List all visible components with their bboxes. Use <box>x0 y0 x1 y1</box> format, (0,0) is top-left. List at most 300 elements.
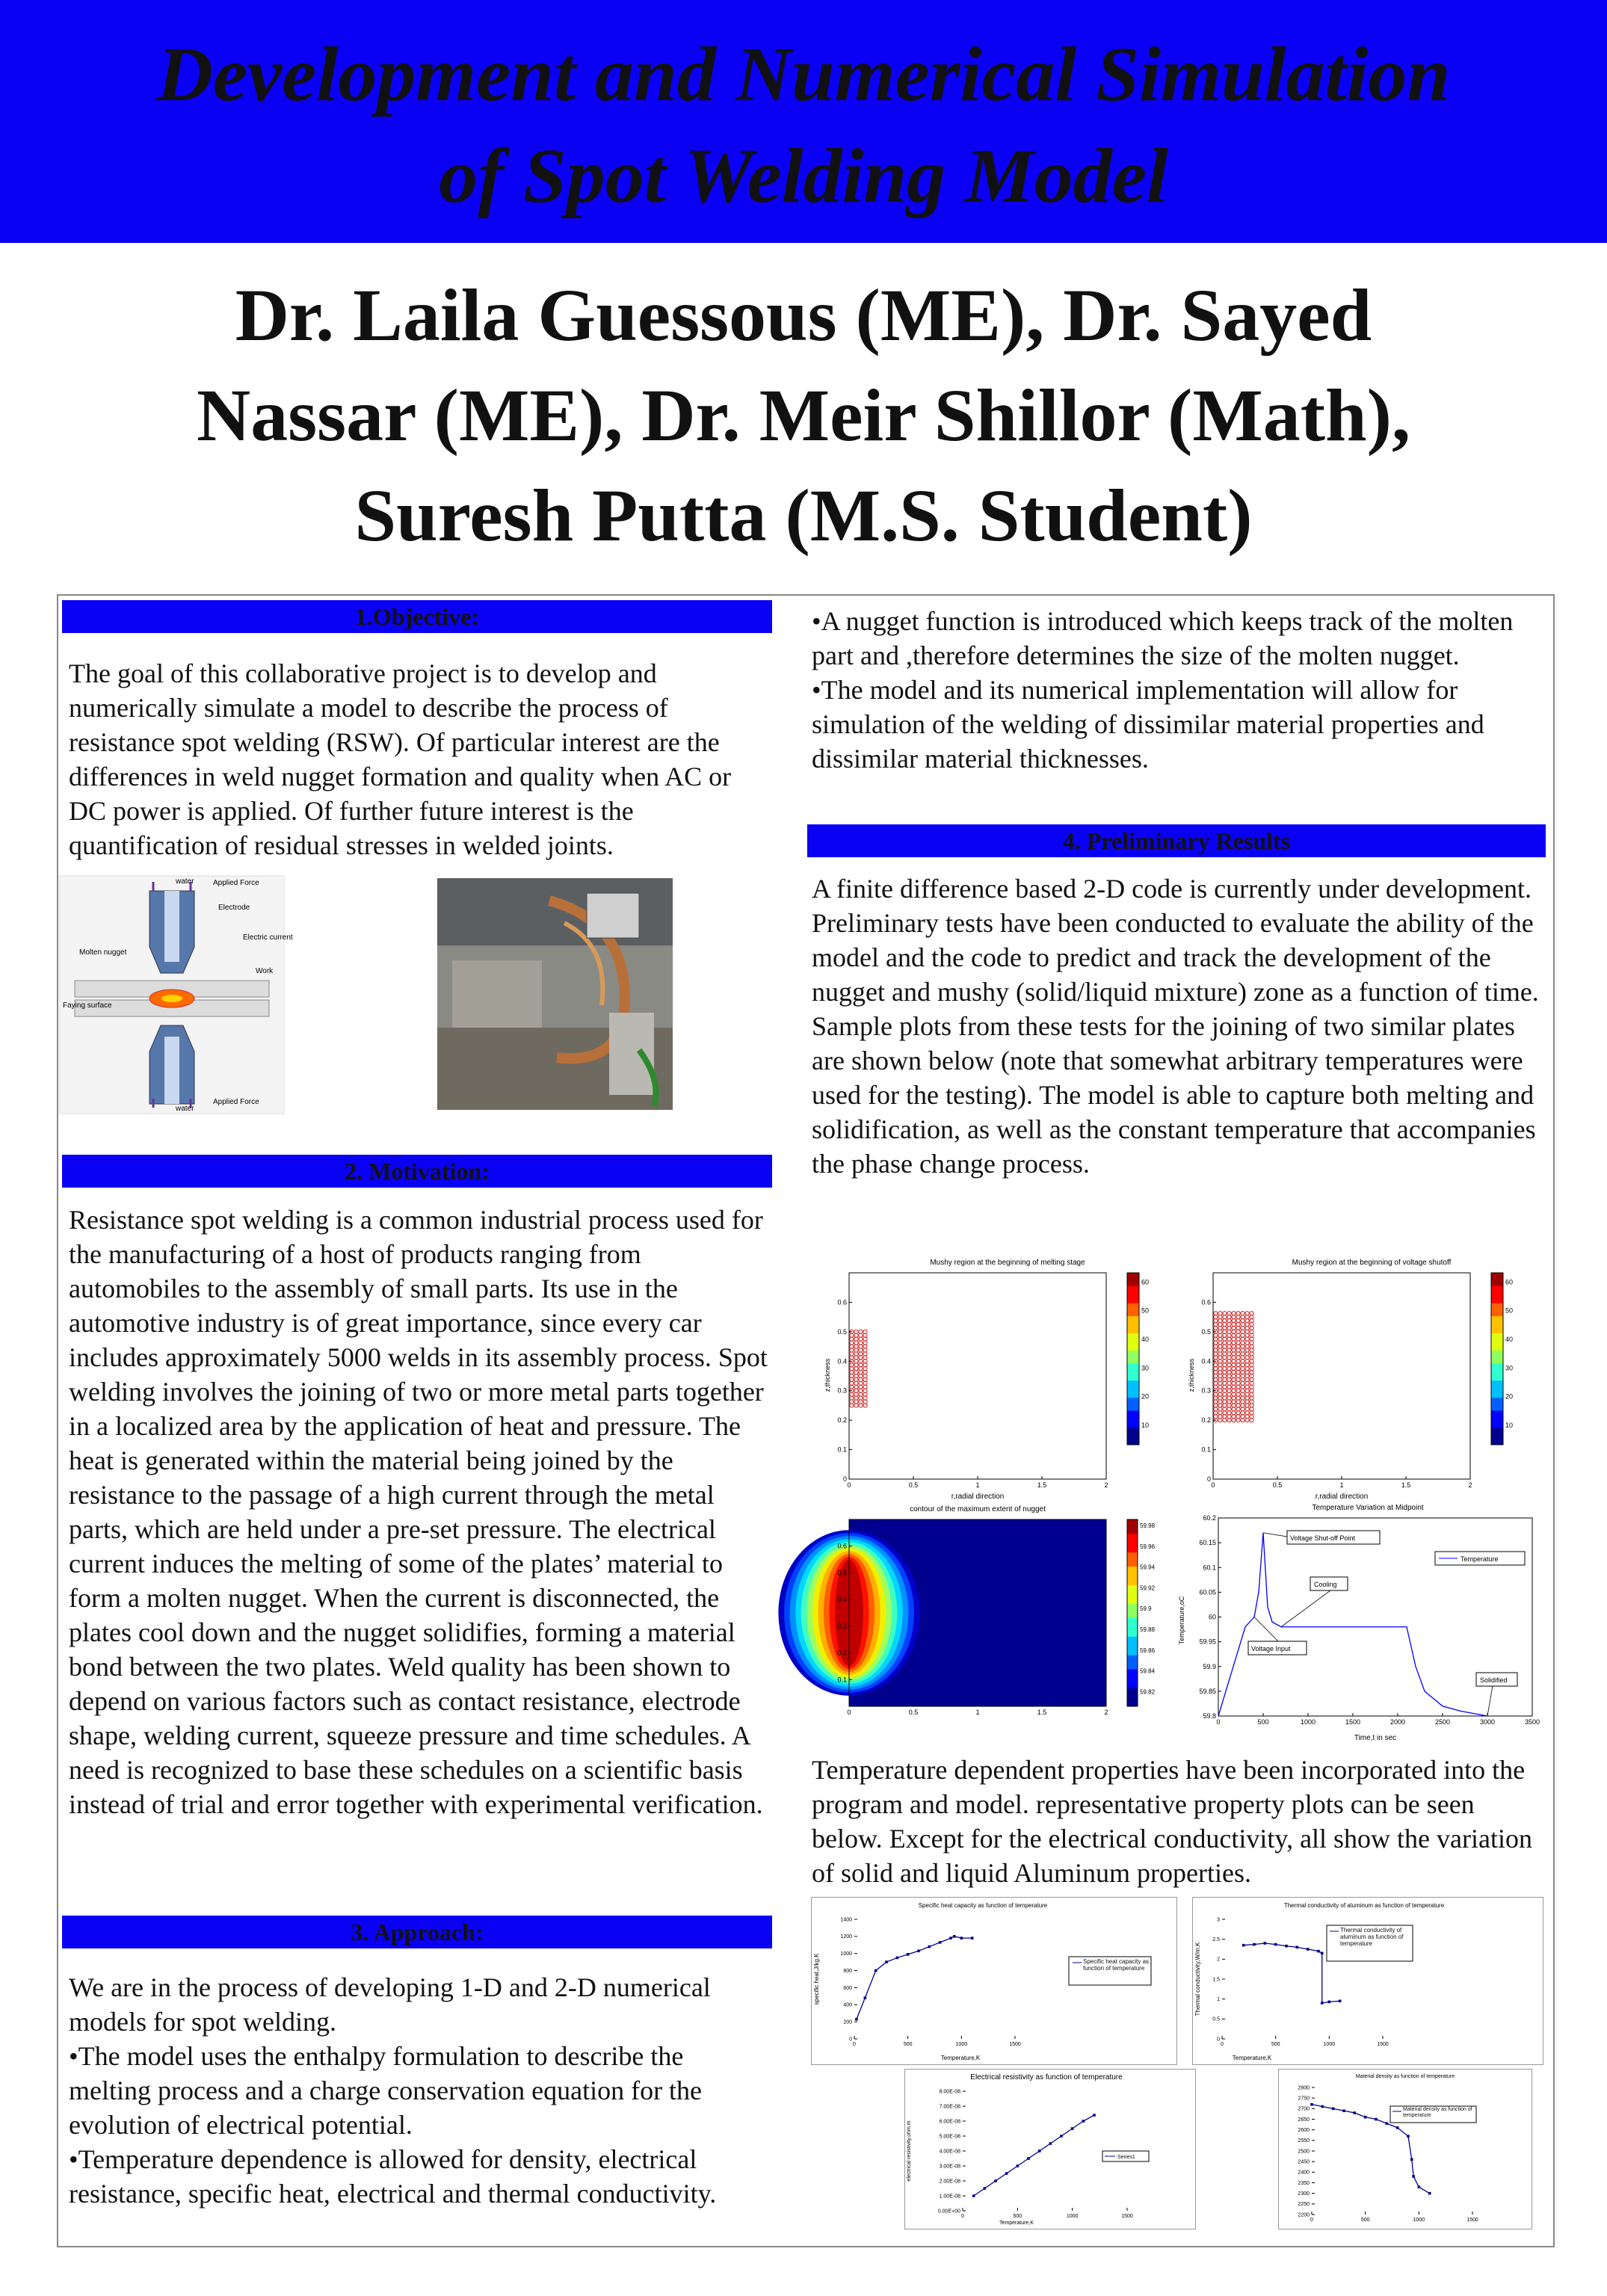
y-tick-label: 200 <box>843 2019 852 2025</box>
y-tick-label: 0.2 <box>837 1416 847 1425</box>
plot-title: Thermal conductivity of aluminum as function of temperature <box>1283 1902 1445 1909</box>
colorbar-band <box>1127 1312 1139 1316</box>
x-tick-label: 1500 <box>1466 2218 1478 2223</box>
colorbar-label: 59.98 <box>1140 1522 1156 1530</box>
colorbar-band <box>1127 1669 1138 1674</box>
colorbar-band <box>1127 1320 1139 1324</box>
colorbar-band <box>1127 1557 1138 1562</box>
colorbar-band <box>1491 1294 1503 1299</box>
data-point <box>1071 2127 1074 2130</box>
colorbar-band <box>1127 1432 1139 1436</box>
data-point <box>1332 2108 1335 2111</box>
x-tick-label: 1500 <box>1377 2042 1389 2047</box>
y-tick-label: 1 <box>1217 1997 1220 2002</box>
colorbar-band <box>1127 1538 1138 1543</box>
svg-text:Voltage Shut-off Point: Voltage Shut-off Point <box>1290 1534 1355 1542</box>
colorbar-band <box>1127 1415 1139 1419</box>
colorbar-band <box>1127 1548 1138 1553</box>
colorbar-band <box>1491 1398 1503 1402</box>
colorbar-band <box>1127 1608 1138 1614</box>
y-tick-label: 0 <box>849 2037 852 2043</box>
legend <box>1435 1552 1525 1565</box>
y-axis-label: Thermal conductivity,W/m.K <box>1194 1942 1201 2016</box>
x-tick-label: 1000 <box>1323 2042 1336 2047</box>
colorbar-band <box>1491 1423 1503 1428</box>
data-point <box>1428 2192 1431 2195</box>
colorbar-band <box>1127 1664 1138 1670</box>
colorbar-band <box>1127 1617 1138 1623</box>
y-tick-label: 59.95 <box>1199 1638 1216 1646</box>
colorbar-band <box>1127 1702 1138 1707</box>
y-axis-label: specific heat,J/kg.K <box>813 1953 820 2005</box>
colorbar-band <box>1127 1368 1139 1372</box>
data-point <box>907 1953 910 1956</box>
colorbar-band <box>1127 1324 1139 1329</box>
colorbar-band <box>1127 1393 1139 1398</box>
motivation-heading: 2. Motivation: <box>62 1155 772 1188</box>
results-heading: 4. Preliminary Results <box>807 824 1546 857</box>
plot-title: Electrical resistivity as function of temperature <box>970 2073 1123 2081</box>
y-tick-label: 0.6 <box>837 1542 847 1550</box>
colorbar-band <box>1491 1428 1503 1432</box>
colorbar-band <box>1127 1389 1139 1393</box>
data-point <box>1049 2142 1052 2145</box>
svg-text:Electric current: Electric current <box>243 933 293 942</box>
data-point <box>971 1937 974 1939</box>
title-banner <box>0 0 1607 243</box>
y-tick-label: 1000 <box>840 1951 852 1957</box>
y-tick-label: 5.00E-08 <box>939 2134 960 2140</box>
colorbar-band <box>1127 1534 1138 1539</box>
colorbar-band <box>1491 1337 1503 1342</box>
colorbar-band <box>1127 1371 1139 1376</box>
svg-text:Series1: Series1 <box>1117 2155 1135 2160</box>
colorbar-band <box>1127 1307 1139 1312</box>
x-tick-label: 500 <box>1013 2214 1023 2219</box>
colorbar-band <box>1491 1402 1503 1407</box>
colorbar-band <box>1491 1385 1503 1389</box>
y-tick-label: 2700 <box>1298 2106 1310 2112</box>
colorbar-band <box>1127 1683 1138 1688</box>
colorbar-label: 10 <box>1141 1422 1150 1429</box>
y-tick-label: 2200 <box>1298 2212 1310 2218</box>
data-point <box>1321 2002 1324 2005</box>
data-point <box>1017 2164 1020 2167</box>
motivation-text: Resistance spot welding is a common industrial process used for the manufacturing of a host of products ranging from automobiles to the assembly of small parts. Its use in the automotive industry is of great importance, since every car includes approximately 5000 welds in its assembly process. Spot welding involves the joining of two or more metal parts together in a localized area by the application of heat and pressure. The heat is generated within the material being joined by the resistance to the passage of a high current through the metal parts, which are held under a pre-set pressure. The electrical current induces the melting of some of the plates’ material to form a molten nugget. When the current is disconnected, the plates cool down and the nugget solidifies, forming a material bond between the two plates. Weld quality has been shown to depend on various factors such as contact resistance, electrode shape, welding current, squeeze pressure and time schedules. A need is recognized to base these schedules on a scientific basis instead of trial and error together with experimental verification. <box>69 1205 768 1819</box>
colorbar-band <box>1491 1290 1503 1294</box>
data-point <box>885 1960 888 1963</box>
svg-text:Applied Force: Applied Force <box>213 1098 259 1106</box>
annotation-shutoff <box>1287 1531 1380 1544</box>
data-point <box>1310 2103 1313 2106</box>
x-tick-label: 2500 <box>1434 1718 1451 1726</box>
data-point <box>1060 2135 1063 2138</box>
x-tick-label: 1.5 <box>1401 1481 1411 1489</box>
data-point <box>1005 2172 1008 2175</box>
colorbar-band <box>1491 1273 1503 1277</box>
legend <box>1102 2151 1149 2161</box>
x-tick-label: 1000 <box>955 2042 968 2047</box>
objective-text: The goal of this collaborative project is to develop and numerically simulate a model to describe the process of resistance spot welding (RSW). Of particular interest are the differences in weld nugget formation and quality when AC or DC power is applied. Of further future interest is the quantification of residual stresses in welded joints. <box>69 658 732 860</box>
data-point <box>1375 2118 1378 2121</box>
y-tick-label: 0.1 <box>837 1676 847 1684</box>
svg-text:Faying surface: Faying surface <box>63 1002 112 1010</box>
y-tick-label: 7.00E-08 <box>939 2104 960 2110</box>
y-tick-label: 0.00E+00 <box>937 2209 960 2215</box>
colorbar-band <box>1491 1354 1503 1359</box>
data-point <box>1321 1952 1324 1955</box>
data-point <box>864 1996 867 1999</box>
data-point <box>949 1937 952 1939</box>
colorbar-band <box>1491 1333 1503 1338</box>
colorbar-band <box>1127 1576 1138 1581</box>
colorbar-band <box>1127 1543 1138 1548</box>
colorbar-band <box>1491 1307 1503 1312</box>
y-tick-label: 0.1 <box>1201 1445 1211 1454</box>
colorbar-band <box>1127 1277 1139 1282</box>
colorbar-band <box>1127 1351 1139 1355</box>
approach-heading: 3. Approach: <box>62 1916 772 1948</box>
colorbar-band <box>1127 1613 1138 1618</box>
colorbar-band <box>1127 1290 1139 1294</box>
colorbar-band <box>1127 1673 1138 1679</box>
colorbar-band <box>1127 1567 1138 1572</box>
data-point <box>1038 2150 1041 2152</box>
x-tick-label: 1 <box>975 1481 980 1489</box>
colorbar-label: 50 <box>1505 1306 1514 1315</box>
data-point <box>1242 1944 1245 1947</box>
data-point <box>1328 2001 1331 2004</box>
x-axis-label: r,radial direction <box>951 1493 1005 1501</box>
y-axis-label: z,thickness <box>1188 1358 1195 1392</box>
x-tick-label: 0 <box>961 2214 964 2219</box>
data-point <box>1296 1946 1299 1949</box>
y-tick-label: 1.5 <box>1212 1977 1220 1983</box>
colorbar-band <box>1491 1363 1503 1368</box>
material-density-plot <box>1278 2069 1532 2229</box>
data-point <box>928 1945 931 1948</box>
y-tick-label: 2250 <box>1298 2202 1310 2208</box>
x-tick-label: 1500 <box>1009 2042 1021 2047</box>
colorbar-band <box>1127 1599 1138 1604</box>
y-axis-label: z,thickness <box>824 1358 831 1392</box>
x-axis-label: Time,t in sec <box>1354 1734 1397 1742</box>
y-tick-label: 2750 <box>1298 2096 1310 2102</box>
colorbar-band <box>1127 1273 1139 1277</box>
y-tick-label: 0.4 <box>837 1596 847 1604</box>
y-tick-label: 60.2 <box>1203 1514 1216 1522</box>
svg-text:Work: Work <box>256 967 274 975</box>
x-tick-label: 1.5 <box>1037 1709 1047 1716</box>
x-tick-label: 1500 <box>1121 2214 1133 2219</box>
colorbar-band <box>1127 1580 1138 1585</box>
colorbar-band <box>1127 1376 1139 1380</box>
properties-text: Temperature dependent properties have been incorporated into the program and model. representative property plots can be seen below. Except for the electrical conductivity, all show the variation of solid and liquid Aluminum properties. <box>812 1755 1532 1888</box>
y-tick-label: 0.2 <box>1201 1416 1211 1425</box>
data-point <box>855 2018 858 2021</box>
x-tick-label: 500 <box>1360 2218 1370 2223</box>
x-tick-label: 0 <box>1310 2218 1313 2223</box>
colorbar-band <box>1127 1406 1139 1410</box>
authors-line-3: Suresh Putta (M.S. Student) <box>354 474 1253 557</box>
x-tick-label: 0 <box>1221 2042 1224 2047</box>
y-tick-label: 0 <box>842 1475 847 1483</box>
data-point <box>1264 1942 1267 1945</box>
approach-continued-text: •A nugget function is introduced which keeps track of the molten part and ,therefore determines the size of the molten nugget. •The model and its numerical implementation will allow for simulation of the welding of dissimilar material properties and dissimilar material thicknesses. <box>812 606 1514 774</box>
y-tick-label: 60.05 <box>1199 1588 1216 1596</box>
data-point <box>960 1937 963 1939</box>
welding-robot-photo <box>437 878 673 1110</box>
colorbar-band <box>1491 1320 1503 1324</box>
x-axis-label: Temperature,K <box>999 2221 1034 2226</box>
y-tick-label: 2.5 <box>1212 1937 1220 1942</box>
x-tick-label: 2000 <box>1389 1718 1406 1726</box>
colorbar-band <box>1127 1524 1138 1529</box>
x-tick-label: 2 <box>1468 1481 1472 1489</box>
colorbar-band <box>1491 1359 1503 1363</box>
colorbar-band <box>1491 1342 1503 1346</box>
y-tick-label: 2400 <box>1298 2170 1310 2176</box>
colorbar-band <box>1127 1346 1139 1351</box>
svg-text:Temperature: Temperature <box>1461 1555 1499 1563</box>
y-tick-label: 2350 <box>1298 2180 1310 2186</box>
colorbar-band <box>1127 1650 1138 1655</box>
data-point <box>1307 1948 1310 1951</box>
approach-text: We are in the process of developing 1-D and 2-D numerical models for spot welding. •The model uses the enthalpy formulation to describe the melting process and a charge conservation equation for the evolution of electrical potential. •Temperature dependence is allowed for density, electrical resistance, specific heat, electrical and thermal conductivity. <box>69 1972 717 2209</box>
colorbar-label: 40 <box>1141 1336 1150 1343</box>
y-tick-label: 2.00E-08 <box>939 2179 960 2185</box>
colorbar-band <box>1127 1692 1138 1697</box>
svg-text:water: water <box>176 1105 194 1113</box>
x-tick-label: 1 <box>1339 1481 1344 1489</box>
data-point <box>875 1969 877 1972</box>
x-tick-label: 1 <box>975 1709 980 1716</box>
colorbar-band <box>1491 1346 1503 1351</box>
y-tick-label: 59.9 <box>1203 1662 1216 1670</box>
y-tick-label: 2650 <box>1298 2117 1310 2123</box>
colorbar-band <box>1491 1351 1503 1355</box>
x-axis-label: r,radial direction <box>1315 1493 1369 1501</box>
mushy-region-shutoff-plot <box>1185 1256 1536 1502</box>
y-axis-label: electrical resistivity,ohm.m <box>907 2120 912 2182</box>
x-tick-label: 2 <box>1104 1481 1108 1489</box>
data-point <box>939 1941 942 1944</box>
data-point <box>1412 2175 1415 2178</box>
colorbar-label: 59.94 <box>1140 1564 1156 1571</box>
y-tick-label: 0.3 <box>837 1622 847 1630</box>
y-tick-label: 2 <box>1217 1957 1220 1963</box>
x-tick-label: 0 <box>853 2042 856 2047</box>
colorbar-band <box>1127 1337 1139 1342</box>
colorbar-band <box>1491 1406 1503 1410</box>
colorbar-band <box>1491 1282 1503 1286</box>
colorbar-band <box>1127 1410 1139 1415</box>
colorbar-band <box>1127 1679 1138 1684</box>
colorbar-label: 59.82 <box>1140 1688 1156 1696</box>
colorbar-band <box>1127 1329 1139 1333</box>
data-point <box>994 2179 997 2182</box>
colorbar-band <box>1127 1688 1138 1693</box>
svg-text:water: water <box>176 877 194 886</box>
colorbar-band <box>1127 1398 1139 1402</box>
spot-welding-diagram <box>60 876 293 1114</box>
colorbar-band <box>1127 1646 1138 1651</box>
y-tick-label: 59.8 <box>1203 1712 1216 1720</box>
colorbar-band <box>1127 1594 1138 1599</box>
colorbar-band <box>1127 1636 1138 1641</box>
colorbar-band <box>1127 1303 1139 1307</box>
colorbar-band <box>1127 1294 1139 1299</box>
svg-text:Solidified: Solidified <box>1480 1676 1508 1684</box>
plot-title: Mushy region at the beginning of voltage shutoff <box>1292 1259 1452 1267</box>
colorbar-band <box>1127 1519 1138 1525</box>
colorbar-band <box>1127 1632 1138 1637</box>
x-tick-label: 0.5 <box>908 1709 919 1716</box>
y-tick-label: 0 <box>1206 1475 1211 1483</box>
x-tick-label: 1500 <box>1345 1718 1361 1726</box>
y-tick-label: 0.5 <box>1212 2016 1220 2022</box>
x-tick-label: 0.5 <box>908 1481 919 1489</box>
colorbar-label: 30 <box>1505 1364 1514 1372</box>
x-tick-label: 0.5 <box>1272 1481 1283 1489</box>
colorbar-band <box>1127 1561 1138 1567</box>
x-tick-label: 1000 <box>1413 2218 1425 2223</box>
colorbar-band <box>1491 1303 1503 1307</box>
colorbar-band <box>1127 1590 1138 1595</box>
plot-title: Temperature Variation at Midpoint <box>1312 1504 1424 1512</box>
data-point <box>1354 2111 1357 2114</box>
colorbar-label: 40 <box>1505 1336 1514 1343</box>
colorbar-band <box>1491 1376 1503 1380</box>
legend: Material density as function of temperature <box>1390 2106 1476 2123</box>
x-tick-label: 500 <box>1271 2042 1280 2047</box>
y-tick-label: 6.00E-08 <box>939 2119 960 2125</box>
y-tick-label: 60 <box>1208 1613 1216 1621</box>
colorbar-label: 59.96 <box>1140 1543 1156 1550</box>
y-tick-label: 2450 <box>1298 2159 1310 2165</box>
colorbar-band <box>1491 1415 1503 1419</box>
colorbar-band <box>1127 1571 1138 1576</box>
colorbar-band <box>1127 1627 1138 1632</box>
data-point <box>1364 2116 1367 2119</box>
colorbar-band <box>1127 1316 1139 1321</box>
colorbar-band <box>1127 1419 1139 1424</box>
x-tick-label: 0 <box>1211 1481 1215 1489</box>
x-tick-label: 1.5 <box>1037 1481 1047 1489</box>
specific-heat-plot <box>811 1897 1177 2065</box>
authors-line-2: Nassar (ME), Dr. Meir Shillor (Math), <box>197 374 1410 457</box>
colorbar-band <box>1127 1604 1138 1609</box>
nugget-contour-plot <box>821 1502 1172 1726</box>
x-tick-label: 0 <box>1216 1718 1221 1726</box>
colorbar-label: 20 <box>1505 1392 1514 1401</box>
colorbar-band <box>1127 1299 1139 1303</box>
x-axis-label: Temperature,K <box>1232 2055 1272 2061</box>
colorbar-label: 30 <box>1141 1364 1150 1372</box>
data-point <box>1253 1943 1256 1946</box>
y-tick-label: 0.4 <box>837 1357 847 1365</box>
data-point <box>1093 2114 1096 2117</box>
data-point <box>1339 2000 1342 2003</box>
poster-title: Development and Numerical Simulation of Spot Welding Model <box>156 31 1451 219</box>
colorbar-label: 60 <box>1141 1278 1150 1286</box>
colorbar-band <box>1491 1432 1503 1436</box>
colorbar-band <box>1127 1363 1139 1368</box>
x-tick-label: 500 <box>1257 1718 1269 1726</box>
colorbar-band <box>1127 1436 1139 1441</box>
colorbar-label: 59.88 <box>1140 1626 1156 1633</box>
data-point <box>1082 2120 1085 2123</box>
svg-text:Electrode: Electrode <box>218 904 250 912</box>
colorbar-band <box>1127 1660 1138 1665</box>
plot-title: Material density as function of temperature <box>1355 2074 1455 2079</box>
y-axis-label: Temperature,oC <box>1178 1596 1185 1645</box>
annotation-voltage-input <box>1248 1641 1307 1655</box>
thermal-conductivity-plot <box>1192 1897 1543 2065</box>
colorbar-band <box>1127 1697 1138 1703</box>
colorbar-band <box>1491 1380 1503 1385</box>
colorbar-band <box>1127 1402 1139 1407</box>
y-tick-label: 0 <box>1217 2037 1220 2043</box>
data-point <box>953 1935 956 1938</box>
y-tick-label: 2300 <box>1298 2191 1310 2197</box>
plot-title: contour of the maximum extent of nugget <box>910 1505 1046 1513</box>
colorbar-band <box>1127 1423 1139 1428</box>
y-tick-label: 1200 <box>840 1934 852 1940</box>
data-point <box>972 2194 975 2197</box>
colorbar-label: 20 <box>1141 1392 1150 1401</box>
y-tick-label: 400 <box>843 2002 852 2008</box>
x-tick-label: 3500 <box>1524 1718 1540 1726</box>
temperature-variation-plot <box>1173 1501 1547 1747</box>
colorbar-band <box>1127 1641 1138 1647</box>
colorbar-band <box>1491 1410 1503 1415</box>
y-tick-label: 2550 <box>1298 2138 1310 2144</box>
colorbar-label: 50 <box>1141 1306 1150 1315</box>
y-tick-label: 60.1 <box>1203 1564 1216 1572</box>
colorbar-band <box>1491 1371 1503 1376</box>
x-tick-label: 1000 <box>1300 1718 1316 1726</box>
colorbar-band <box>1127 1333 1139 1338</box>
colorbar-band <box>1127 1552 1138 1558</box>
colorbar-band <box>1491 1329 1503 1333</box>
y-tick-label: 0.5 <box>1201 1327 1211 1336</box>
x-tick-label: 2 <box>1104 1709 1108 1716</box>
colorbar-band <box>1491 1368 1503 1372</box>
electrical-resistivity-plot <box>904 2069 1196 2229</box>
svg-text:Cooling: Cooling <box>1314 1581 1337 1588</box>
legend: Thermal conductivity of aluminum as function of temperature <box>1327 1925 1413 1961</box>
authors <box>0 265 1607 566</box>
colorbar-band <box>1127 1282 1139 1286</box>
colorbar-band <box>1127 1286 1139 1290</box>
y-tick-label: 0.3 <box>837 1386 847 1395</box>
colorbar-band <box>1127 1655 1138 1660</box>
colorbar-band <box>1491 1436 1503 1441</box>
y-tick-label: 0.3 <box>1201 1386 1211 1395</box>
y-tick-label: 3 <box>1217 1917 1220 1923</box>
y-tick-label: 0.6 <box>1201 1298 1211 1306</box>
data-point <box>1274 1943 1277 1946</box>
colorbar-band <box>1491 1419 1503 1424</box>
y-tick-label: 2600 <box>1298 2128 1310 2133</box>
data-point <box>1386 2122 1389 2125</box>
colorbar-band <box>1127 1342 1139 1346</box>
legend: Specific heat capacity as function of temperature <box>1069 1957 1151 1985</box>
y-tick-label: 2800 <box>1298 2085 1310 2091</box>
colorbar-band <box>1491 1393 1503 1398</box>
data-point <box>1321 2105 1324 2108</box>
